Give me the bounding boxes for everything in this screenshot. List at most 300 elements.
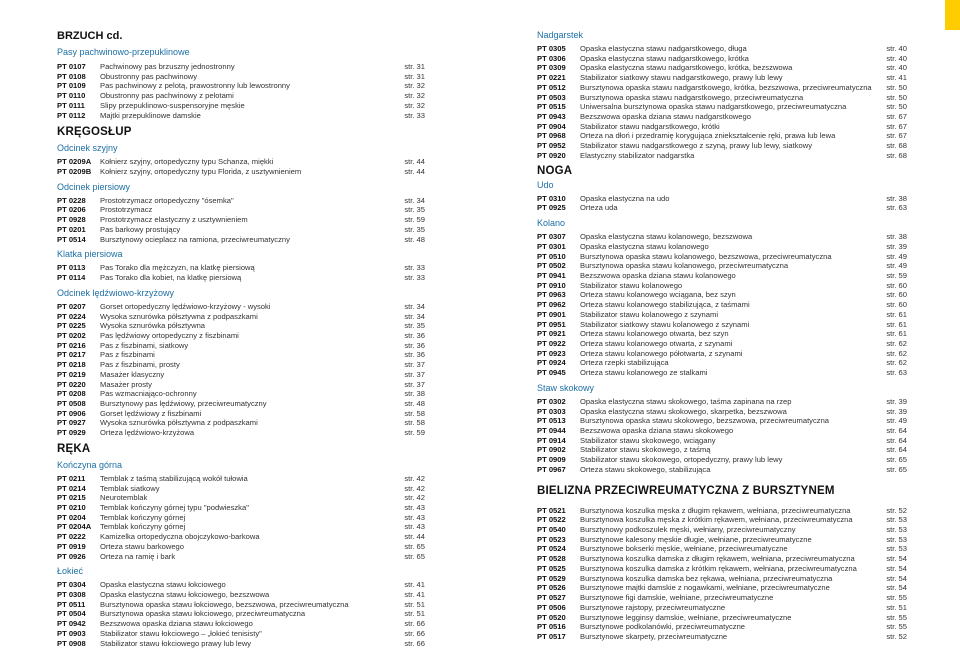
product-description: Prostotrzymacz elastyczny z usztywnieniem — [100, 215, 248, 225]
product-row — [57, 389, 425, 399]
product-description: Bursztynowa opaska stawu nadgarstkowego, krótka, bezszwowa, przeciwreumatyczna — [580, 82, 872, 92]
product-description: Bursztynowe figi damskie, wełniane, przeciwreumatyczne — [580, 593, 774, 603]
product-code: PT 0513 — [537, 416, 566, 426]
page-reference: str. 66 — [404, 628, 425, 638]
page-reference: str. 65 — [886, 464, 907, 474]
product-row — [537, 102, 907, 112]
product-code: PT 0305 — [537, 44, 566, 53]
product-code: PT 0909 — [537, 455, 566, 465]
product-row — [57, 81, 425, 91]
product-row — [537, 574, 907, 584]
page-reference: str. 61 — [886, 319, 907, 329]
page-reference: str. 51 — [886, 602, 907, 612]
product-code: PT 0217 — [57, 350, 86, 360]
product-code: PT 0225 — [57, 321, 86, 331]
product-row — [537, 281, 907, 291]
product-code: PT 0967 — [537, 464, 566, 474]
page-reference: str. 39 — [886, 241, 907, 251]
subsection-heading-odcinek-szyjny: Odcinek szyjny — [57, 143, 118, 154]
product-code: PT 0211 — [57, 473, 86, 483]
product-row — [57, 522, 425, 532]
page-reference: str. 37 — [404, 379, 425, 389]
product-description: Stabilizator siatkowy stawu kolanowego z szynami — [580, 319, 750, 329]
product-row — [537, 83, 907, 93]
product-row — [57, 111, 425, 121]
product-code: PT 0306 — [537, 53, 566, 63]
product-description: Orteza stawu barkowego — [100, 541, 184, 551]
product-code: PT 0901 — [537, 309, 566, 319]
subsection-heading-kolano: Kolano — [537, 218, 566, 229]
product-code: PT 0219 — [57, 369, 86, 379]
page-reference: str. 35 — [404, 205, 425, 215]
product-row — [537, 613, 907, 623]
product-row — [57, 302, 425, 312]
product-description: Bursztynowy pas lędźwiowy, przeciwreumatyczny — [100, 398, 267, 408]
product-description: Prostotrzymacz ortopedyczny "ósemka" — [100, 195, 234, 205]
product-row — [537, 436, 907, 446]
page-reference: str. 65 — [404, 551, 425, 561]
page-reference: str. 32 — [404, 81, 425, 91]
product-description: Temblak kończyny górnej typu "podwieszka" — [100, 503, 249, 512]
product-description: Obustronny pas pachwinowy — [100, 71, 198, 81]
product-row — [57, 370, 425, 380]
product-row — [537, 63, 907, 73]
page-reference: str. 40 — [886, 44, 907, 53]
product-description: Orteza stawu kolanowego ze stalkami — [580, 368, 708, 378]
product-code: PT 0502 — [537, 261, 566, 271]
product-description: Gorset lędźwiowy z fiszbinami — [100, 408, 202, 418]
product-code: PT 0304 — [57, 580, 86, 590]
page-reference: str. 52 — [886, 505, 907, 515]
page-reference: str. 64 — [886, 445, 907, 455]
right-sections — [537, 29, 907, 642]
page-reference: str. 54 — [886, 583, 907, 593]
page-reference: str. 33 — [404, 263, 425, 273]
product-description: Bursztynowa koszulka damska z krótkim rękawem, wełniana, przeciwreumatyczna — [580, 563, 857, 573]
product-code: PT 0924 — [537, 358, 566, 368]
product-row — [537, 131, 907, 141]
page-reference: str. 63 — [886, 203, 907, 213]
product-description: Orteza rzepki stabilizująca — [580, 358, 669, 368]
product-row — [57, 609, 425, 619]
product-description: Bursztynowa opaska stawu łokciowego, bezszwowa, przeciwreumatyczna — [100, 599, 349, 609]
product-code: PT 0309 — [537, 63, 566, 73]
product-code: PT 0521 — [537, 505, 566, 515]
product-description: Wysoka sznurówka półsztywna z podpaszkami — [100, 418, 258, 428]
page-title: BRZUCH cd. — [57, 30, 123, 42]
page-reference: str. 31 — [404, 62, 425, 71]
section-heading-reka: RĘKA — [57, 442, 91, 455]
page-reference: str. 59 — [886, 270, 907, 280]
product-row — [537, 544, 907, 554]
product-description: Bezszwowa opaska dziana stawu skokowego — [580, 426, 734, 435]
product-list — [57, 196, 425, 245]
product-row — [57, 399, 425, 409]
product-row — [537, 603, 907, 613]
page-reference: str. 58 — [404, 408, 425, 418]
product-row — [57, 484, 425, 494]
product-code: PT 0307 — [537, 232, 566, 242]
product-description: Orteza stawu kolanowego otwarta, z szynami — [580, 338, 733, 348]
product-row — [537, 426, 907, 436]
product-description: Slipy przepuklinowo-suspensoryjne męskie — [100, 100, 245, 110]
product-description: Opaska elastyczna stawu kolanowego, bezszwowa — [580, 232, 753, 242]
product-description: Opaska elastyczna stawu łokciowego, bezszwowa — [100, 590, 270, 600]
product-code: PT 0112 — [57, 110, 86, 120]
page-reference: str. 55 — [886, 622, 907, 632]
page-reference: str. 53 — [886, 534, 907, 544]
product-code: PT 0914 — [537, 435, 566, 445]
product-code: PT 0540 — [537, 525, 566, 535]
product-description: Opaska elastyczna stawu nadgarstkowego, krótka — [580, 53, 749, 63]
product-code: PT 0301 — [537, 241, 566, 251]
product-description: Orteza stawu skokowego, stabilizująca — [580, 464, 711, 474]
page-reference: str. 38 — [404, 389, 425, 399]
subsection-heading-udo: Udo — [537, 179, 554, 190]
section-heading-bielizna-przeciwreumatyczna-z-bursztynem: BIELIZNA PRZECIWREUMATYCZNA Z BURSZTYNEM — [537, 484, 835, 497]
product-row — [537, 44, 907, 54]
product-row — [537, 122, 907, 132]
product-code: PT 0108 — [57, 71, 86, 81]
product-code: PT 0516 — [537, 622, 566, 632]
product-row — [537, 564, 907, 574]
product-row — [537, 252, 907, 262]
product-code: PT 0204A — [57, 522, 92, 532]
page-reference: str. 42 — [404, 493, 425, 503]
product-code: PT 0908 — [57, 638, 86, 648]
product-row — [537, 271, 907, 281]
product-code: PT 0925 — [537, 203, 566, 213]
product-description: Stabilizator stawu kolanowego — [580, 280, 683, 290]
product-code: PT 0943 — [537, 112, 566, 122]
product-row — [57, 205, 425, 215]
product-row — [537, 339, 907, 349]
page-reference: str. 66 — [404, 619, 425, 629]
page-reference: str. 36 — [404, 330, 425, 340]
product-row — [537, 632, 907, 642]
product-description: Bursztynowe podkolanówki, przeciwreumatyczne — [580, 622, 746, 632]
product-code: PT 0216 — [57, 340, 86, 350]
product-description: Bursztynowe rajstopy, przeciwreumatyczne — [580, 602, 726, 612]
subsection-heading-nadgarstek: Nadgarstek — [537, 30, 584, 40]
product-description: Orteza stawu kolanowego stabilizująca, z taśmami — [580, 300, 750, 310]
page-reference: str. 44 — [404, 157, 425, 167]
product-description: Bursztynowa opaska stawu nadgarstkowego, przeciwreumatyczna — [580, 92, 804, 102]
product-description: Opaska elastyczna stawu łokciowego — [100, 580, 226, 590]
product-code: PT 0503 — [537, 92, 566, 102]
product-code: PT 0903 — [57, 628, 86, 638]
product-code: PT 0510 — [537, 251, 566, 261]
product-code: PT 0929 — [57, 428, 86, 438]
section-heading-noga: NOGA — [537, 164, 573, 177]
product-code: PT 0109 — [57, 81, 86, 91]
corner-tab — [945, 0, 960, 30]
product-description: Bursztynowa opaska stawu skokowego, bezszwowa, przeciwreumatyczna — [580, 416, 830, 426]
page-reference: str. 62 — [886, 338, 907, 348]
product-row — [537, 93, 907, 103]
product-description: Bezszwowa opaska dziana stawu nadgarstkowego — [580, 112, 751, 122]
product-code: PT 0921 — [537, 329, 566, 339]
product-row — [537, 320, 907, 330]
product-code: PT 0209A — [57, 157, 92, 167]
product-code: PT 0504 — [57, 609, 86, 619]
product-description: Kołnierz szyjny, ortopedyczny typu Schanza, miękki — [100, 157, 274, 167]
product-code: PT 0303 — [537, 406, 566, 416]
product-description: Bursztynowy ocieplacz na ramiona, przeciwreumatyczny — [100, 234, 290, 244]
product-code: PT 0506 — [537, 602, 566, 612]
product-row — [57, 503, 425, 513]
product-list — [57, 263, 425, 282]
page-reference: str. 50 — [886, 102, 907, 112]
product-code: PT 0114 — [57, 273, 86, 283]
subsection-heading-pasy-pachwinowo-przepuklinowe: Pasy pachwinowo-przepuklinowe — [57, 47, 190, 57]
product-row — [57, 619, 425, 629]
page-reference: str. 39 — [886, 406, 907, 416]
product-code: PT 0202 — [57, 330, 86, 340]
product-list — [537, 232, 907, 378]
product-row — [57, 225, 425, 235]
right-column — [537, 0, 907, 642]
product-row — [537, 242, 907, 252]
subsection-heading-lokiec: Łokieć — [57, 566, 84, 577]
page-reference: str. 55 — [886, 612, 907, 622]
product-code: PT 0228 — [57, 195, 86, 205]
product-description: Uniwersalna bursztynowa opaska stawu nadgarstkowego, przeciwreumatyczna — [580, 102, 847, 112]
product-row — [57, 428, 425, 438]
page-reference: str. 41 — [886, 73, 907, 83]
product-code: PT 0110 — [57, 91, 86, 101]
product-row — [57, 341, 425, 351]
product-row — [57, 263, 425, 273]
product-code: PT 0524 — [537, 544, 566, 554]
product-description: Bursztynowy podkoszulek męski, wełniany, przeciwreumatyczny — [580, 525, 796, 535]
product-code: PT 0952 — [537, 141, 566, 151]
product-row — [537, 397, 907, 407]
product-row — [57, 167, 425, 177]
product-code: PT 0514 — [57, 234, 86, 244]
page-reference: str. 37 — [404, 369, 425, 379]
subsection-heading-konczyna-gorna: Kończyna górna — [57, 459, 123, 470]
left-column — [57, 0, 425, 648]
product-row — [57, 360, 425, 370]
product-code: PT 0919 — [57, 541, 86, 551]
page-reference: str. 51 — [404, 599, 425, 609]
page-reference: str. 51 — [404, 609, 425, 619]
page-reference: str. 59 — [404, 428, 425, 438]
page-reference: str. 67 — [886, 131, 907, 141]
product-list — [537, 44, 907, 161]
product-row — [537, 368, 907, 378]
product-row — [537, 506, 907, 516]
product-description: Temblak kończyny górnej — [100, 522, 186, 532]
page-reference: str. 52 — [886, 631, 907, 641]
product-row — [57, 552, 425, 562]
product-code: PT 0920 — [537, 150, 566, 160]
product-row — [537, 455, 907, 465]
product-code: PT 0206 — [57, 205, 86, 215]
product-code: PT 0508 — [57, 398, 86, 408]
page-reference: str. 66 — [404, 638, 425, 648]
page-reference: str. 34 — [404, 311, 425, 321]
product-description: Orteza na dłoń i przedramię korygująca zniekształcenie ręki, prawa lub lewa — [580, 131, 836, 141]
product-code: PT 0922 — [537, 338, 566, 348]
product-row — [537, 329, 907, 339]
product-code: PT 0962 — [537, 300, 566, 310]
product-description: Stabilizator stawu skokowego, z taśmą — [580, 445, 711, 455]
product-row — [57, 196, 425, 206]
page-reference: str. 62 — [886, 358, 907, 368]
product-row — [537, 445, 907, 455]
page-reference: str. 36 — [404, 350, 425, 360]
product-row — [537, 54, 907, 64]
page-reference: str. 41 — [404, 590, 425, 600]
page-reference: str. 53 — [886, 515, 907, 525]
product-code: PT 0210 — [57, 503, 86, 512]
product-description: Gorset ortopedyczny lędźwiowo-krzyżowy - wysoki — [100, 301, 271, 311]
product-row — [537, 525, 907, 535]
product-description: Pas lędźwiowy ortopedyczny z fiszbinami — [100, 330, 239, 340]
product-description: Opaska elastyczna stawu nadgarstkowego, długa — [580, 44, 747, 53]
product-row — [57, 590, 425, 600]
product-description: Bursztynowe skarpety, przeciwreumatyczne — [580, 631, 728, 641]
product-description: Opaska elastyczna stawu kolanowego — [580, 241, 709, 251]
page-reference: str. 31 — [404, 71, 425, 81]
page-reference: str. 64 — [886, 435, 907, 445]
page-reference: str. 48 — [404, 234, 425, 244]
product-code: PT 0906 — [57, 408, 86, 418]
product-description: Bursztynowa opaska stawu kolanowego, bezszwowa, przeciwreumatyczna — [580, 251, 832, 261]
page-reference: str. 49 — [886, 416, 907, 426]
left-sections — [57, 46, 425, 648]
product-row — [537, 622, 907, 632]
page-reference: str. 61 — [886, 329, 907, 339]
product-description: Orteza lędźwiowo-krzyżowa — [100, 428, 195, 438]
product-code: PT 0529 — [537, 573, 566, 583]
product-row — [537, 535, 907, 545]
product-row — [57, 600, 425, 610]
product-row — [57, 273, 425, 283]
page-reference: str. 35 — [404, 321, 425, 331]
page-reference: str. 44 — [404, 532, 425, 542]
product-description: Bursztynowa koszulka męska z długim rękawem, wełniana, przeciwreumatyczna — [580, 505, 851, 515]
product-code: PT 0525 — [537, 563, 566, 573]
product-code: PT 0927 — [57, 418, 86, 428]
product-description: Bursztynowa opaska stawu łokciowego, przeciwreumatyczna — [100, 609, 306, 619]
product-description: Wysoka sznurówka półsztywna — [100, 321, 206, 331]
page-reference: str. 62 — [886, 348, 907, 358]
product-code: PT 0215 — [57, 493, 86, 503]
product-description: Kołnierz szyjny, ortopedyczny typu Florida, z usztywnieniem — [100, 167, 302, 177]
page-reference: str. 64 — [886, 426, 907, 435]
product-description: Opaska elastyczna stawu skokowego, skarpetka, bezszwowa — [580, 406, 787, 416]
product-row — [57, 474, 425, 484]
product-code: PT 0904 — [537, 121, 566, 131]
page-reference: str. 60 — [886, 280, 907, 290]
product-row — [537, 593, 907, 603]
product-description: Opaska elastyczna stawu skokowego, taśma zapinana na rzep — [580, 396, 792, 406]
product-description: Pas Torako dla mężczyzn, na klatkę piersiową — [100, 263, 255, 273]
product-code: PT 0526 — [537, 583, 566, 593]
product-code: PT 0944 — [537, 426, 566, 435]
product-row — [537, 416, 907, 426]
product-row — [57, 62, 425, 72]
page-reference: str. 49 — [886, 251, 907, 261]
product-description: Masażer klasyczny — [100, 369, 165, 379]
product-description: Orteza stawu kolanowego otwarta, bez szyn — [580, 329, 729, 339]
product-code: PT 0208 — [57, 389, 86, 399]
page-reference: str. 33 — [404, 110, 425, 120]
page-reference: str. 59 — [404, 215, 425, 225]
product-row — [537, 151, 907, 161]
page-reference: str. 67 — [886, 112, 907, 122]
product-description: Bursztynowa koszulka damska bez rękawa, wełniana, przeciwreumatyczna — [580, 573, 833, 583]
product-list — [537, 194, 907, 213]
page-reference: str. 53 — [886, 544, 907, 554]
product-code: PT 0945 — [537, 368, 566, 378]
product-code: PT 0902 — [537, 445, 566, 455]
product-row — [57, 380, 425, 390]
product-description: Orteza stawu kolanowego półotwarta, z szynami — [580, 348, 743, 358]
product-list — [537, 397, 907, 475]
product-description: Opaska elastyczna stawu nadgarstkowego, krótka, bezszwowa — [580, 63, 793, 73]
page-reference: str. 42 — [404, 473, 425, 483]
product-description: Pachwinowy pas brzuszny jednostronny — [100, 62, 235, 71]
product-code: PT 0527 — [537, 593, 566, 603]
product-row — [57, 418, 425, 428]
product-description: Stabilizator stawu nadgarstkowego z szyną, prawy lub lewy, siatkowy — [580, 141, 812, 151]
product-code: PT 0224 — [57, 311, 86, 321]
product-description: Bursztynowe kalesony męskie długie, wełniane, przeciwreumatyczne — [580, 534, 812, 544]
page-reference: str. 39 — [886, 396, 907, 406]
product-code: PT 0520 — [537, 612, 566, 622]
page-reference: str. 42 — [404, 483, 425, 493]
product-code: PT 0942 — [57, 619, 86, 629]
subsection-heading-odcinek-piersiowy: Odcinek piersiowy — [57, 181, 131, 192]
product-row — [57, 409, 425, 419]
page-reference: str. 40 — [886, 63, 907, 73]
product-code: PT 0522 — [537, 515, 566, 525]
product-description: Stabilizator stawu kolanowego z szynami — [580, 309, 719, 319]
product-description: Prostotrzymacz — [100, 205, 153, 215]
page-reference: str. 54 — [886, 554, 907, 564]
product-code: PT 0515 — [537, 102, 566, 112]
product-code: PT 0220 — [57, 379, 86, 389]
page-reference: str. 61 — [886, 309, 907, 319]
product-row — [537, 141, 907, 151]
product-code: PT 0107 — [57, 62, 86, 71]
product-description: Neurotemblak — [100, 493, 148, 503]
product-row — [57, 235, 425, 245]
product-list — [537, 506, 907, 642]
page-reference: str. 53 — [886, 525, 907, 535]
page-reference: str. 38 — [886, 232, 907, 242]
product-list — [57, 474, 425, 561]
page-reference: str. 43 — [404, 512, 425, 522]
product-code: PT 0928 — [57, 215, 86, 225]
product-row — [537, 290, 907, 300]
product-row — [537, 515, 907, 525]
page-reference: str. 60 — [886, 290, 907, 300]
product-row — [537, 203, 907, 213]
product-list — [57, 62, 425, 120]
product-row — [57, 493, 425, 503]
product-row — [537, 261, 907, 271]
product-description: Temblak siatkowy — [100, 483, 160, 493]
product-code: PT 0923 — [537, 348, 566, 358]
page-reference: str. 65 — [404, 541, 425, 551]
product-description: Orteza stawu kolanowego wciągana, bez szyn — [580, 290, 736, 300]
product-code: PT 0968 — [537, 131, 566, 141]
